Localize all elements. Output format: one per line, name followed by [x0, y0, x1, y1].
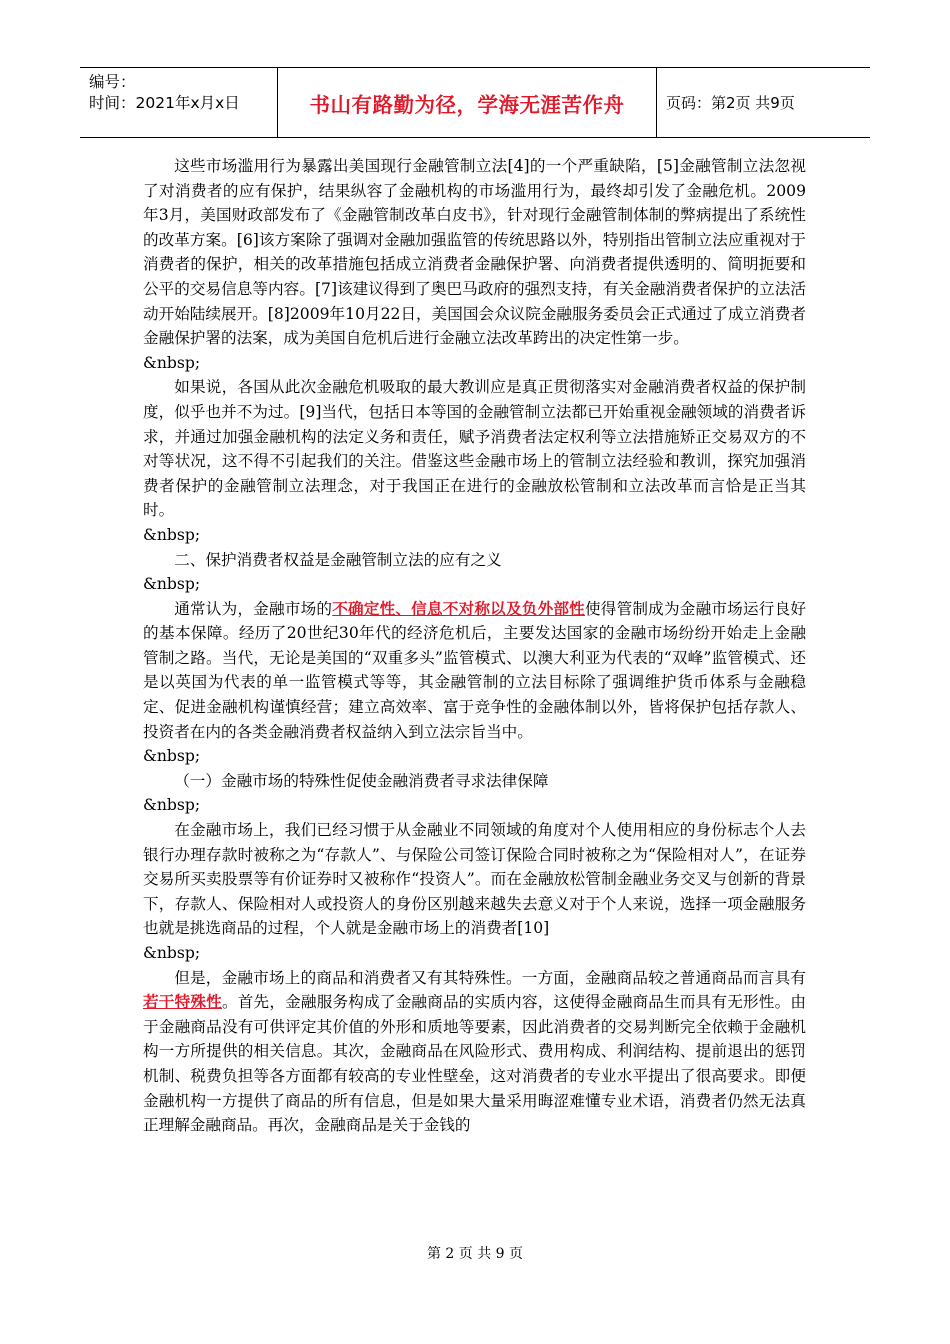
paragraph-3-post: 使得管制成为金融市场运行良好的基本保障。经历了20世纪30年代的经济危机后，主要发达国家的金融市场纷纷开始走上金融管制之路。当代，无论是美国的“双重多头”监管模式、以澳大利亚为代表的“双峰”监管模式、还是以英国为代表的单一监管模式等等，其金融管制的立法目标除了强调维护货币体系与金融稳定、促进金融机构谨慎经营；建立高效率、富于竞争性的金融体制以外，皆将保护包括存款人、投资者在内的各类金融消费者权益纳入到立法宗旨当中。	[143, 599, 806, 741]
section-heading-3: （一）金融市场的特殊性促使金融消费者寻求法律保障	[174, 771, 549, 790]
page-header	[80, 67, 870, 138]
paragraph-2: 如果说，各国从此次金融危机吸取的最大教训应是真正贯彻落实对金融消费者权益的保护制度，似乎也并不为过。[9]当代，包括日本等国的金融管制立法都已开始重视金融领域的消费者诉求，并通过加强金融机构的法定义务和责任，赋予消费者法定权利等立法措施矫正交易双方的不对等状况，这不得不引起我们的关注。借鉴这些金融市场上的管制立法经验和教训，探究加强消费者保护的金融管制立法理念，对于我国正在进行的金融放松管制和立法改革而言恰是正当其时。	[143, 378, 806, 520]
nbsp-text: &nbsp;	[143, 353, 201, 372]
header-page-label: 页码：第2页 共9页	[666, 94, 795, 112]
paragraph-3-pre: 通常认为，金融市场的	[174, 599, 333, 618]
highlight-link[interactable]: 不确定性、信息不对称以及负外部性	[332, 598, 585, 618]
serial-label: 编号：	[89, 73, 136, 91]
header-motto: 书山有路勤为径，学海无涯苦作舟	[278, 68, 657, 137]
nbsp-text: &nbsp;	[143, 747, 201, 766]
section-heading-2: 二、保护消费者权益是金融管制立法的应有之义	[174, 550, 502, 569]
paragraph-4: 在金融市场上，我们已经习惯于从金融业不同领域的角度对个人使用相应的身份标志个人去银行办理存款时被称之为“存款人”、与保险公司签订保险合同时被称之为“保险相对人”，在证券交易所买卖股票等有价证券时又被称作“投资人”。而在金融放松管制金融业务交叉与创新的背景下，存款人、保险相对人或投资人的身份区别越来越失去意义对于个人来说，选择一项金融服务也就是挑选商品的过程，个人就是金融市场上的消费者[10]	[143, 821, 806, 938]
document-body	[143, 154, 806, 1138]
paragraph-5-pre: 但是，金融市场上的商品和消费者又有其特殊性。一方面，金融商品较之普通商品而言具有	[174, 968, 806, 987]
nbsp-text: &nbsp;	[143, 796, 201, 815]
date-label: 时间：2021年x月x日	[89, 94, 240, 112]
nbsp-text: &nbsp;	[143, 525, 201, 544]
nbsp-text: &nbsp;	[143, 575, 201, 594]
highlight-link[interactable]: 若干特殊性	[143, 992, 222, 1012]
paragraph-5-post: 。首先，金融服务构成了金融商品的实质内容，这使得金融商品生而具有无形性。由于金融商品没有可供评定其价值的外形和质地等要素，因此消费者的交易判断完全依赖于金融机构一方所提供的相关信息。其次，金融商品在风险形式、费用构成、利润结构、提前退出的惩罚机制、税费负担等各方面都有较高的专业性壁垒，这对消费者的专业水平提出了很高要求。即便金融机构一方提供了商品的所有信息，但是如果大量采用晦涩难懂专业术语，消费者仍然无法真正理解金融商品。再次，金融商品是关于金钱的	[143, 993, 806, 1135]
paragraph-5	[143, 966, 806, 1138]
paragraph-3	[143, 597, 806, 745]
paragraph-1: 这些市场滥用行为暴露出美国现行金融管制立法[4]的一个严重缺陷，[5]金融管制立法忽视了对消费者的应有保护，结果纵容了金融机构的市场滥用行为，最终却引发了金融危机。2009年3月，美国财政部发布了《金融管制改革白皮书》，针对现行金融管制体制的弊病提出了系统性的改革方案。[6]该方案除了强调对金融加强监管的传统思路以外，特别指出管制立法应重视对于消费者的保护，相关的改革措施包括成立消费者金融保护署、向消费者提供透明的、简明扼要和公平的交易信息等内容。[7]该建议得到了奥巴马政府的强烈支持，有关金融消费者保护的立法活动开始陆续展开。[8]2009年10月22日，美国国会众议院金融服务委员会正式通过了成立消费者金融保护署的法案，成为美国自危机后进行金融立法改革跨出的决定性第一步。	[143, 157, 806, 348]
nbsp-text: &nbsp;	[143, 944, 201, 962]
header-meta	[80, 68, 278, 137]
page-footer: 第 2 页 共 9 页	[426, 1246, 524, 1262]
